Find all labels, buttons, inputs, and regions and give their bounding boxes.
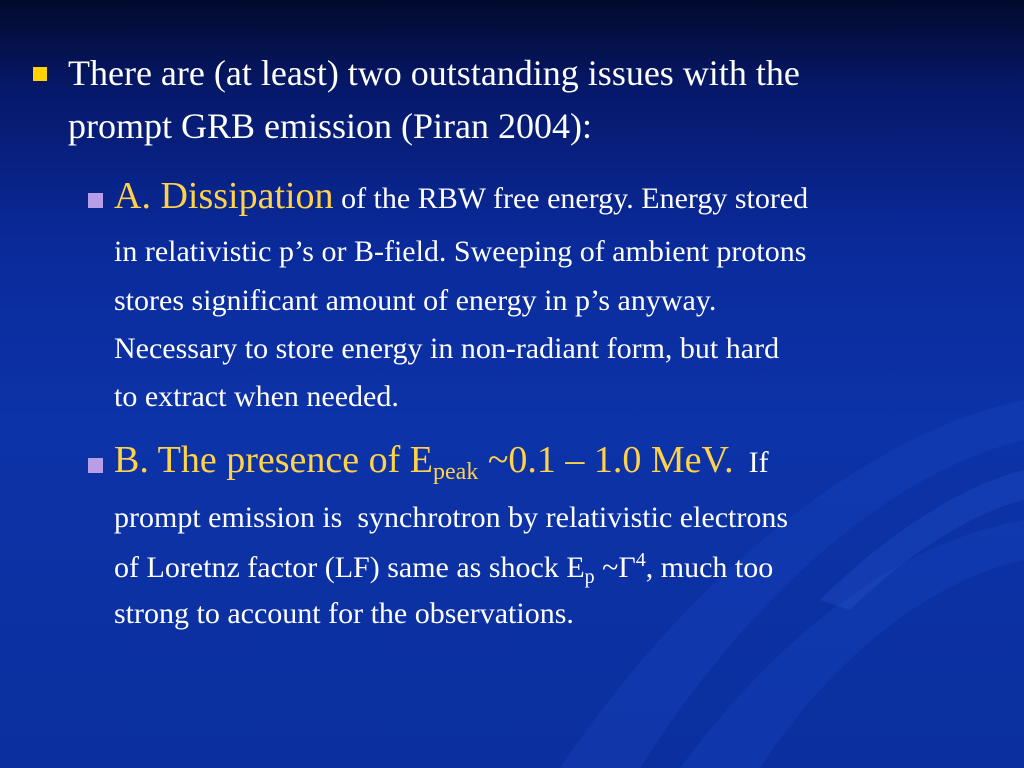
sub-bullet-square-icon: [88, 458, 103, 473]
e-peak-subscript: peak: [433, 459, 479, 485]
item-b-line2: prompt emission is synchrotron by relativistic electrons: [114, 501, 789, 534]
item-b-line3-text: of Loretnz factor (LF) same as shock E: [114, 551, 585, 584]
item-a-line5: to extract when needed.: [114, 380, 399, 413]
gamma-exponent: 4: [635, 549, 646, 571]
item-a-lead: A. Dissipation: [114, 175, 334, 217]
item-a-line1: [114, 174, 808, 218]
gamma-symbol: ~Γ: [594, 551, 636, 584]
item-b-line4: strong to account for the observations.: [114, 597, 574, 630]
item-b-lead: [114, 439, 734, 485]
sub-bullet-square-icon: [88, 193, 103, 208]
item-a-rest: of the RBW free energy. Energy stored: [333, 182, 809, 215]
e-p-subscript: p: [584, 566, 595, 588]
item-b-line1: [114, 438, 769, 486]
item-a-line4: Necessary to store energy in non-radiant form, but hard: [114, 332, 780, 365]
item-a-line2: in relativistic p’s or B-field. Sweeping of ambient protons: [114, 235, 807, 268]
item-b-line3: [114, 549, 773, 589]
bullet-square-icon: [33, 67, 47, 81]
bullet1-line2: prompt GRB emission (Piran 2004):: [68, 106, 592, 146]
item-b-lead-range: ~0.1 – 1.0 MeV.: [478, 439, 734, 481]
item-a-line3: stores significant amount of energy in p’s anyway.: [114, 284, 717, 317]
item-b-line3-end: , much too: [645, 551, 774, 584]
item-b-lead-text: B. The presence of E: [114, 439, 434, 481]
bullet1-line1: There are (at least) two outstanding issues with the: [68, 53, 800, 93]
item-b-if: If: [733, 446, 769, 479]
